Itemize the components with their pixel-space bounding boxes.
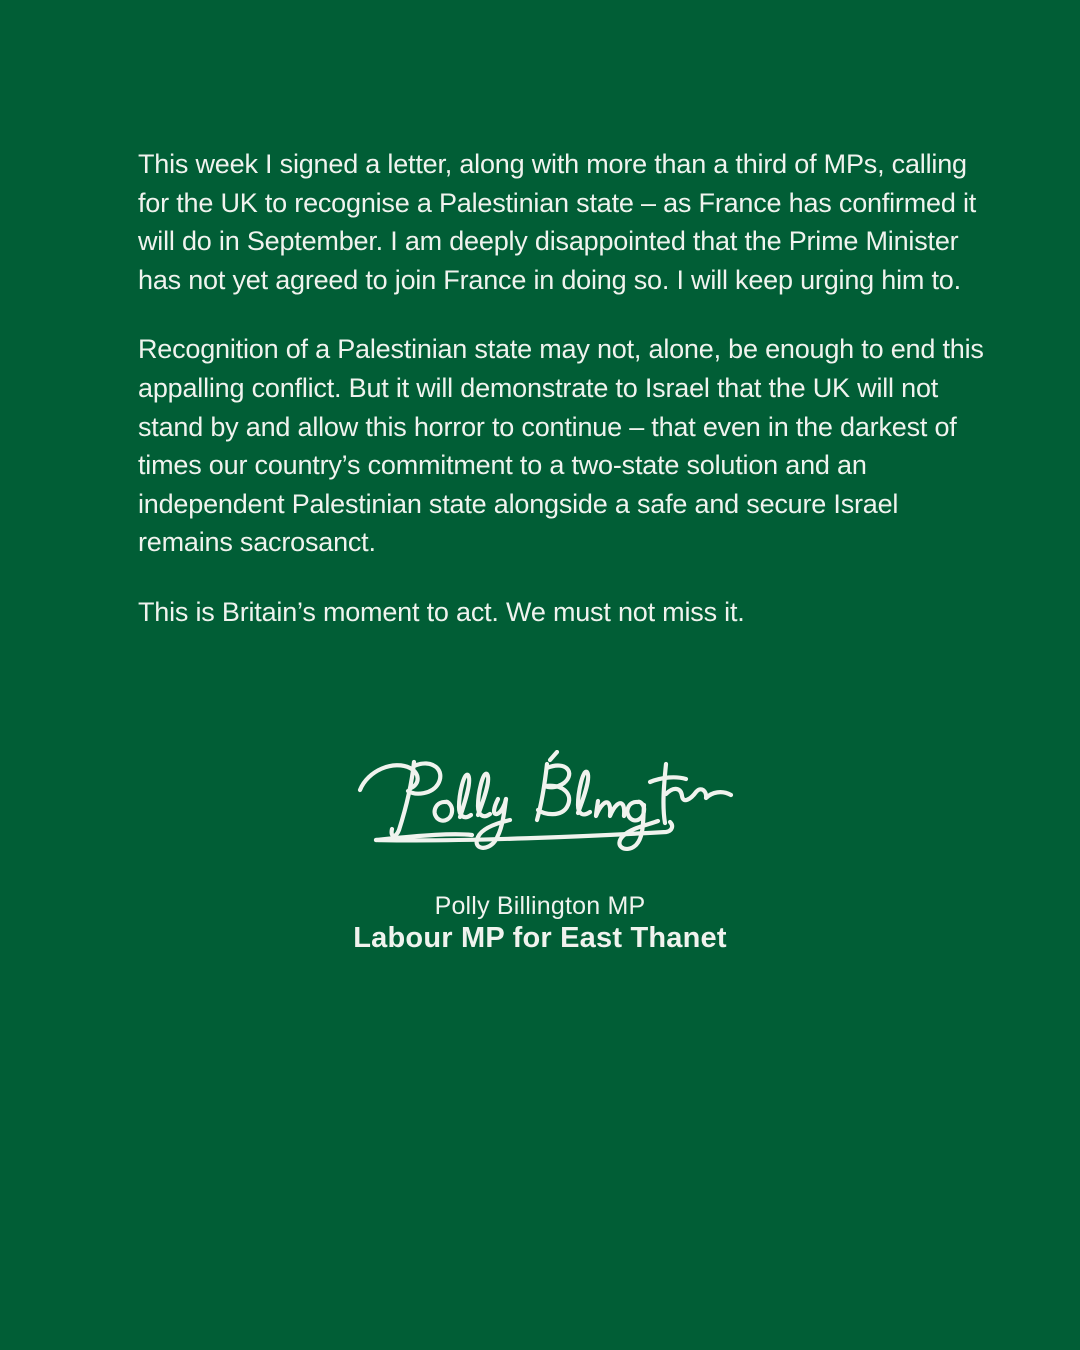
- statement-paragraph-1: This week I signed a letter, along with more than a third of MPs, calling for the UK to recognise a Palestinian state – as France has confirmed it will do in September. I am deeply disappointed that the Prime Minister has not yet agreed to join France in doing so. I will keep urging him to.: [138, 149, 977, 295]
- statement-body: [138, 145, 990, 663]
- statement-paragraph-3: This is Britain’s moment to act. We must not miss it.: [138, 596, 745, 627]
- handwritten-signature-icon: [354, 750, 734, 862]
- signature-caption: [0, 891, 1080, 955]
- statement-paragraph-2: Recognition of a Palestinian state may not, alone, be enough to end this appalling conflict. But it will demonstrate to Israel that the UK will not stand by and allow this horror to continue – that even in the darkest of times our country’s commitment to a two-state solution and an independent Palestinian state alongside a safe and secure Israel remains sacrosanct.: [138, 334, 984, 558]
- signer-name: Polly Billington MP: [434, 892, 646, 920]
- signer-role: Labour MP for East Thanet: [353, 922, 727, 954]
